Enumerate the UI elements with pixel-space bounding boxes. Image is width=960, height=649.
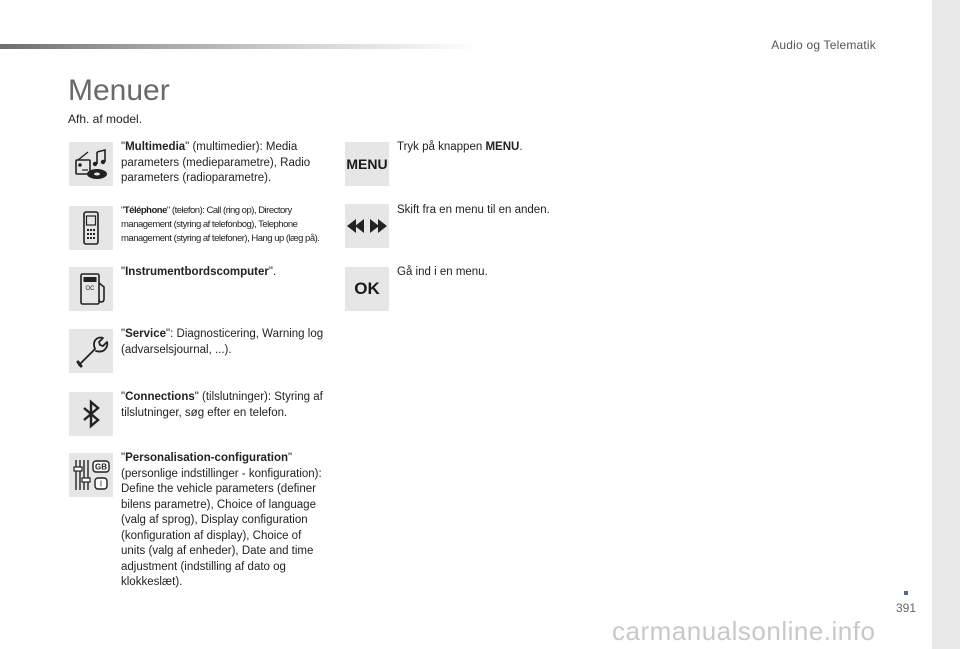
menu-button-label: MENU bbox=[346, 156, 388, 172]
language-i-label: I bbox=[99, 479, 103, 489]
bluetooth-icon bbox=[69, 392, 113, 436]
ok-button-desc: Gå ind i en menu. bbox=[397, 266, 488, 278]
menu-multimedia-text: (multimedier): Media parameters (medieparametre), Radio parameters (radioparametre). bbox=[121, 141, 311, 184]
menu-telephone-name: Téléphone bbox=[123, 205, 167, 216]
menu-trip-computer-name: Instrumentbordscomputer bbox=[125, 266, 269, 278]
menu-trip-computer-text: . bbox=[272, 266, 277, 278]
ok-button-label: OK bbox=[354, 279, 380, 298]
menu-telephone-desc: "Téléphone" (telefon): Call (ring op), Directory management (styring af telefonbog), Telephone management (styring af telefoner), Hang up (læg på). bbox=[121, 205, 320, 244]
menu-connections-desc: "Connections" (tilslutninger): Styring af tilslutninger, søg efter en telefon. bbox=[121, 391, 323, 419]
header-bar bbox=[0, 44, 480, 49]
menu-button-desc bbox=[397, 140, 597, 156]
page-marker bbox=[904, 591, 908, 595]
menu-button-bold: MENU bbox=[485, 141, 520, 153]
fuel-gauge-label: OC bbox=[85, 286, 95, 292]
menu-multimedia-desc: "Multimedia" (multimedier): Media parameters (medieparametre), Radio parameters (radioparametre). bbox=[121, 141, 311, 184]
page-subtitle: Afh. af model. bbox=[68, 112, 143, 126]
menu-button-text-end: . bbox=[519, 141, 523, 153]
fuel-pump-icon bbox=[69, 267, 113, 311]
language-gb-label: GB bbox=[95, 462, 107, 472]
watermark: carmanualsonline.info bbox=[612, 616, 876, 646]
multimedia-icon bbox=[69, 142, 113, 186]
chapter-title: Audio og Telematik bbox=[771, 38, 876, 52]
menu-multimedia-name: Multimedia bbox=[125, 141, 186, 153]
phone-icon bbox=[69, 206, 113, 250]
page-title: Menuer bbox=[68, 74, 170, 107]
menu-personalisation-name: Personalisation-configuration bbox=[125, 452, 289, 464]
arrow-buttons-desc: Skift fra en menu til en anden. bbox=[397, 204, 550, 216]
menu-service-text: : Diagnosticering, Warning log (advarselsjournal, ...). bbox=[121, 328, 324, 356]
menu-connections-name: Connections bbox=[125, 391, 195, 403]
rewind-forward-icon bbox=[346, 216, 388, 236]
settings-sliders-icon bbox=[69, 453, 113, 497]
menu-personalisation-text: (personlige indstillinger - konfiguration): Define the vehicle parameters (definer bilens parametre), Choice of language (valg af sprog), Display configuration (konfiguration af display), Choice of units (valg af enheder), Date and time adjustment (indstilling af dato og klokkeslæt). bbox=[121, 467, 322, 588]
menu-trip-computer-desc: "Instrumentbordscomputer". bbox=[121, 266, 277, 278]
arrow-buttons bbox=[345, 204, 389, 248]
menu-service-desc: "Service": Diagnosticering, Warning log (advarselsjournal, ...). bbox=[121, 328, 324, 356]
ok-button bbox=[345, 267, 389, 311]
page-number: 391 bbox=[896, 601, 917, 615]
menu-button bbox=[345, 142, 389, 186]
menu-service-name: Service bbox=[125, 328, 167, 340]
menu-connections-text: (tilslutninger): Styring af tilslutninger, søg efter en telefon. bbox=[121, 391, 323, 419]
menu-personalisation-desc: "Personalisation-configuration" (personlige indstillinger - konfiguration): Define the vehicle parameters (definer bilens parametre), Choice of language (valg af sprog), Display configuration (konfiguration af display), Choice of units (valg af enheder), Date and time adjustment (indstilling af dato og klokkeslæt). bbox=[121, 452, 322, 588]
page-sidebar bbox=[932, 0, 960, 649]
menu-telephone-text: (telefon): Call (ring op), Directory management (styring af telefonbog), Telephone management (styring af telefoner), Hang up (læg på). bbox=[121, 205, 320, 244]
menu-button-text: Tryk på knappen bbox=[397, 141, 486, 153]
wrench-icon bbox=[69, 329, 113, 373]
